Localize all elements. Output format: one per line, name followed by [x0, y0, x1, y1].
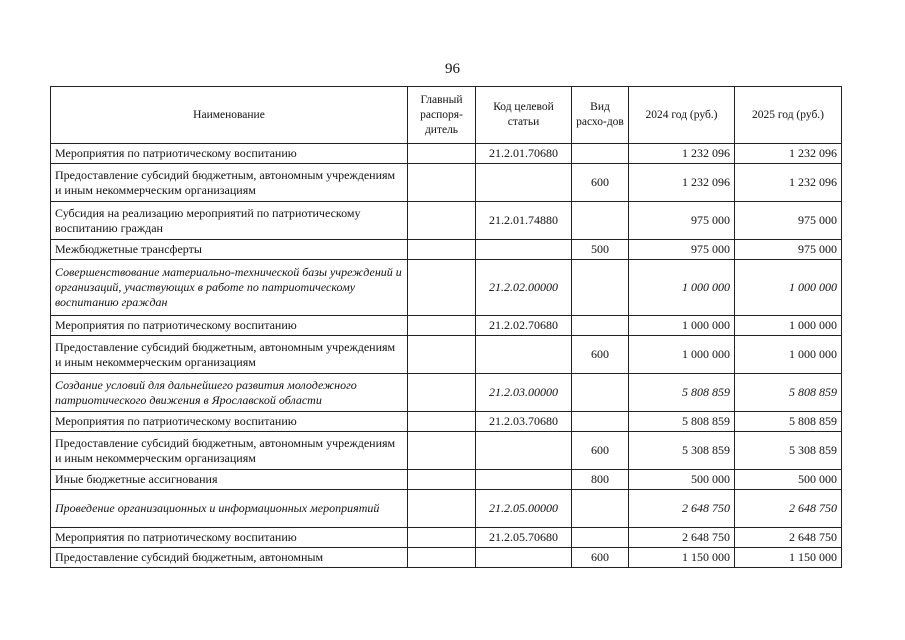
row-amount-2025: 500 000: [735, 470, 842, 490]
row-target-code: [476, 432, 572, 470]
row-target-code: [476, 164, 572, 202]
row-name: Мероприятия по патриотическому воспитанию: [51, 412, 408, 432]
row-target-code: 21.2.05.70680: [476, 528, 572, 548]
row-expense-kind: 600: [572, 548, 629, 568]
row-amount-2024: 1 232 096: [629, 164, 735, 202]
row-expense-kind: 800: [572, 470, 629, 490]
row-amount-2025: 1 232 096: [735, 164, 842, 202]
table-row: [51, 240, 842, 260]
table-row: [51, 316, 842, 336]
table-row: [51, 164, 842, 202]
row-amount-2024: 1 000 000: [629, 316, 735, 336]
row-amount-2024: 500 000: [629, 470, 735, 490]
row-amount-2025: 1 000 000: [735, 260, 842, 316]
row-target-code: 21.2.01.74880: [476, 202, 572, 240]
row-expense-kind: 600: [572, 164, 629, 202]
row-amount-2025: 2 648 750: [735, 490, 842, 528]
table-row: [51, 528, 842, 548]
row-amount-2024: 2 648 750: [629, 490, 735, 528]
table-header: [51, 87, 842, 144]
row-expense-kind: [572, 528, 629, 548]
row-main-manager: [408, 240, 476, 260]
row-main-manager: [408, 528, 476, 548]
row-target-code: 21.2.01.70680: [476, 144, 572, 164]
row-target-code: [476, 548, 572, 568]
row-expense-kind: 600: [572, 336, 629, 374]
row-amount-2024: 975 000: [629, 202, 735, 240]
row-target-code: 21.2.05.00000: [476, 490, 572, 528]
row-name: Мероприятия по патриотическому воспитанию: [51, 316, 408, 336]
row-main-manager: [408, 316, 476, 336]
row-main-manager: [408, 490, 476, 528]
header-year-2025: 2025 год (руб.): [735, 87, 842, 144]
table-row: [51, 336, 842, 374]
row-amount-2025: 975 000: [735, 240, 842, 260]
row-expense-kind: [572, 260, 629, 316]
row-name: Предоставление субсидий бюджетным, автономным учреждениям и иным некоммерческим организациям: [51, 164, 408, 202]
row-expense-kind: [572, 490, 629, 528]
row-expense-kind: [572, 144, 629, 164]
row-amount-2025: 1 232 096: [735, 144, 842, 164]
header-expense-kind: Вид расхо-дов: [572, 87, 629, 144]
row-target-code: [476, 470, 572, 490]
header-row: [51, 87, 842, 144]
row-amount-2025: 5 308 859: [735, 432, 842, 470]
table-row: [51, 144, 842, 164]
row-amount-2024: 1 232 096: [629, 144, 735, 164]
row-name: Межбюджетные трансферты: [51, 240, 408, 260]
row-name: Создание условий для дальнейшего развития молодежного патриотического движения в Ярославской области: [51, 374, 408, 412]
table-row: [51, 548, 842, 568]
table-body: [51, 144, 842, 568]
row-main-manager: [408, 432, 476, 470]
row-amount-2024: 5 308 859: [629, 432, 735, 470]
row-amount-2025: 975 000: [735, 202, 842, 240]
row-name: Проведение организационных и информационных мероприятий: [51, 490, 408, 528]
row-target-code: 21.2.02.70680: [476, 316, 572, 336]
table-row: [51, 260, 842, 316]
row-amount-2025: 5 808 859: [735, 412, 842, 432]
row-amount-2024: 5 808 859: [629, 412, 735, 432]
row-amount-2024: 1 000 000: [629, 336, 735, 374]
table-row: [51, 470, 842, 490]
row-amount-2025: 2 648 750: [735, 528, 842, 548]
row-amount-2025: 1 150 000: [735, 548, 842, 568]
row-amount-2025: 5 808 859: [735, 374, 842, 412]
table-row: [51, 412, 842, 432]
row-main-manager: [408, 164, 476, 202]
table-row: [51, 202, 842, 240]
budget-table: [50, 86, 842, 568]
row-target-code: [476, 240, 572, 260]
row-expense-kind: [572, 412, 629, 432]
row-amount-2024: 1 000 000: [629, 260, 735, 316]
row-target-code: 21.2.02.00000: [476, 260, 572, 316]
row-main-manager: [408, 260, 476, 316]
row-expense-kind: [572, 374, 629, 412]
header-name: Наименование: [51, 87, 408, 144]
row-main-manager: [408, 336, 476, 374]
row-expense-kind: 500: [572, 240, 629, 260]
row-main-manager: [408, 412, 476, 432]
row-expense-kind: [572, 202, 629, 240]
row-name: Предоставление субсидий бюджетным, автономным учреждениям и иным некоммерческим организациям: [51, 336, 408, 374]
table-row: [51, 490, 842, 528]
header-target-code: Код целевой статьи: [476, 87, 572, 144]
row-target-code: [476, 336, 572, 374]
row-amount-2024: 2 648 750: [629, 528, 735, 548]
row-main-manager: [408, 202, 476, 240]
row-main-manager: [408, 548, 476, 568]
table-row: [51, 374, 842, 412]
row-name: Субсидия на реализацию мероприятий по патриотическому воспитанию граждан: [51, 202, 408, 240]
row-amount-2024: 1 150 000: [629, 548, 735, 568]
row-amount-2025: 1 000 000: [735, 316, 842, 336]
row-amount-2025: 1 000 000: [735, 336, 842, 374]
row-expense-kind: [572, 316, 629, 336]
header-year-2024: 2024 год (руб.): [629, 87, 735, 144]
row-name: Предоставление субсидий бюджетным, автономным учреждениям и иным некоммерческим организациям: [51, 432, 408, 470]
row-amount-2024: 5 808 859: [629, 374, 735, 412]
header-main-manager: Главный распоря-дитель: [408, 87, 476, 144]
table-row: [51, 432, 842, 470]
row-name: Предоставление субсидий бюджетным, автономным: [51, 548, 408, 568]
row-main-manager: [408, 470, 476, 490]
row-target-code: 21.2.03.00000: [476, 374, 572, 412]
row-name: Совершенствование материально-технической базы учреждений и организаций, участвующих в работе по патриотическому воспитанию граждан: [51, 260, 408, 316]
row-target-code: 21.2.03.70680: [476, 412, 572, 432]
row-main-manager: [408, 144, 476, 164]
row-main-manager: [408, 374, 476, 412]
row-name: Мероприятия по патриотическому воспитанию: [51, 528, 408, 548]
row-expense-kind: 600: [572, 432, 629, 470]
row-name: Иные бюджетные ассигнования: [51, 470, 408, 490]
row-amount-2024: 975 000: [629, 240, 735, 260]
page-number: 96: [445, 61, 460, 77]
row-name: Мероприятия по патриотическому воспитанию: [51, 144, 408, 164]
